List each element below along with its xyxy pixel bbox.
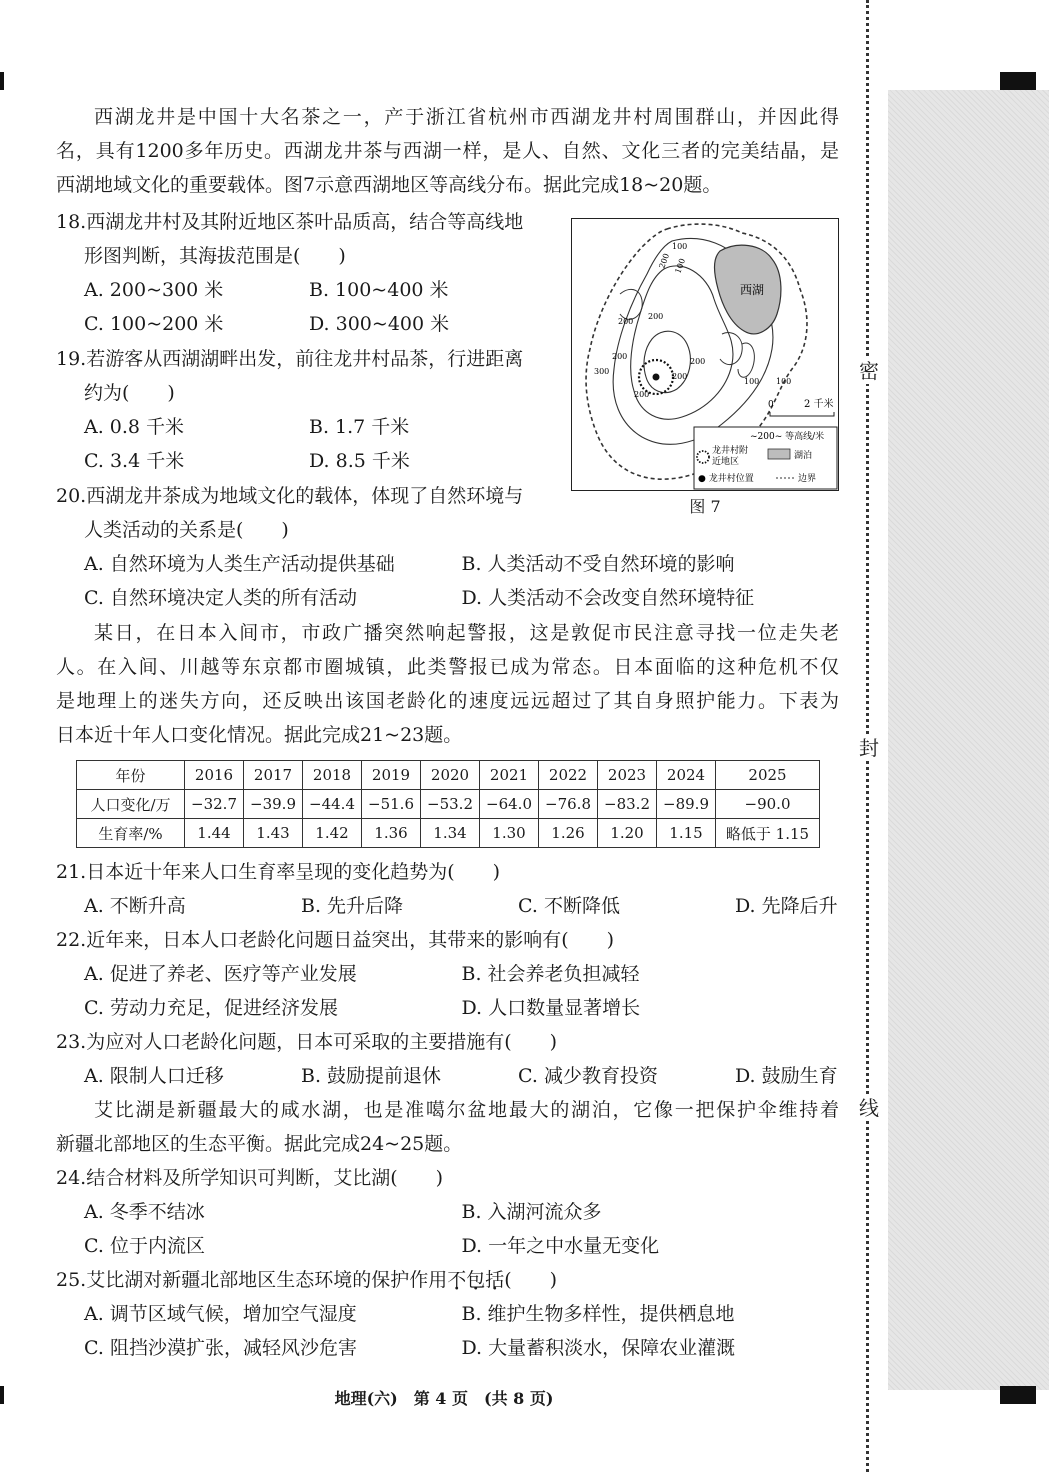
option-a: A. 促进了养老、医疗等产业发展 (84, 963, 357, 985)
contour-label: 200 (648, 312, 664, 321)
option-b: B. 社会养老负担减轻 (461, 963, 640, 985)
options-row (56, 957, 839, 991)
question-stem: 23.为应对人口老龄化问题，日本可采取的主要措施有( ) (56, 1031, 558, 1053)
contour-label: 300 (594, 367, 610, 376)
option-c: C. 劳动力充足，促进经济发展 (84, 997, 338, 1019)
table-cell: −53.2 (421, 790, 480, 819)
table-cell: −32.7 (185, 790, 244, 819)
legend-lake: 湖泊 (794, 451, 813, 461)
contour-map-figure (571, 218, 839, 491)
table-cell: 1.15 (657, 819, 716, 848)
question-19 (56, 342, 556, 478)
passage-line: 西湖龙井是中国十大名茶之一，产于浙江省杭州市西湖龙井村周围群山，并因此得 (94, 106, 839, 128)
table-cell: 1.26 (539, 819, 598, 848)
table-cell: 2021 (480, 761, 539, 790)
option-a: A. 0.8 千米 (84, 416, 185, 438)
question-stem: 22.近年来，日本人口老龄化问题日益突出，其带来的影响有( ) (56, 929, 615, 951)
table-row (77, 790, 820, 819)
contour-100 (738, 343, 754, 377)
stem-text: 25.艾比湖对新疆北部地区生态环境的保护作用 (56, 1269, 448, 1291)
option-c: C. 自然环境决定人类的所有活动 (84, 587, 357, 609)
legend-village-area: 近地区 (712, 457, 740, 467)
option-d: D. 300~400 米 (309, 313, 450, 335)
registration-mark (1000, 72, 1036, 90)
binding-margin (888, 90, 1049, 1390)
options-row (56, 273, 556, 307)
passage-line: 人。在入间、川越等东京都市圈城镇，此类警报已成为常态。日本面临的这种危机不仅 (56, 656, 839, 678)
passage-line: 日本近十年人口变化情况。据此完成21~23题。 (56, 724, 463, 746)
table-cell: 1.30 (480, 819, 539, 848)
option-d: D. 8.5 千米 (309, 450, 410, 472)
contour-label: 200 (634, 390, 650, 399)
table-cell: −76.8 (539, 790, 598, 819)
options-row (56, 889, 839, 923)
contour-200 (720, 333, 742, 365)
emphasis-char: 括 (485, 1269, 505, 1291)
passage-1 (56, 100, 839, 202)
option-b: B. 鼓励提前退休 (301, 1065, 442, 1087)
scale-bar (770, 412, 834, 416)
table-cell: 2016 (185, 761, 244, 790)
passage-line: 西湖地域文化的重要载体。图7示意西湖地区等高线分布。据此完成18~20题。 (56, 174, 722, 196)
registration-mark (1000, 1386, 1036, 1404)
options-row (56, 1297, 839, 1331)
options-row (56, 307, 556, 341)
option-a: A. 自然环境为人类生产活动提供基础 (84, 553, 395, 575)
question-stem: 约为( ) (84, 382, 175, 404)
option-c: C. 3.4 千米 (84, 450, 185, 472)
table-cell: 1.43 (244, 819, 303, 848)
question-stem: 形图判断，其海拔范围是( ) (84, 245, 346, 267)
options-row (56, 410, 556, 444)
emphasis-char: 不 (447, 1269, 467, 1291)
option-a: A. 限制人口迁移 (84, 1065, 224, 1087)
option-b: B. 入湖河流众多 (461, 1201, 602, 1223)
contour-label: 100 (673, 257, 688, 275)
table-cell: 2024 (657, 761, 716, 790)
options-row (56, 547, 839, 581)
table-cell: 略低于 1.15 (716, 819, 820, 848)
options-row (56, 991, 839, 1025)
table-cell: −83.2 (598, 790, 657, 819)
option-d: D. 先降后升 (735, 895, 838, 917)
stem-text: ( ) (504, 1269, 558, 1291)
option-a: A. 不断升高 (84, 895, 186, 917)
table-cell: 2018 (303, 761, 362, 790)
question-stem: 18.西湖龙井村及其附近地区茶叶品质高，结合等高线地 (56, 211, 524, 233)
questions-21-25 (56, 855, 839, 1365)
contour-label: 100 (744, 377, 760, 386)
seal-char-feng: 封 (859, 736, 879, 760)
contour-label: 200 (612, 352, 628, 361)
population-table (76, 760, 820, 848)
table-cell: 1.42 (303, 819, 362, 848)
question-18 (56, 205, 556, 341)
table-cell: 人口变化/万 (77, 790, 185, 819)
option-b: B. 1.7 千米 (309, 416, 410, 438)
table-cell: −64.0 (480, 790, 539, 819)
option-b: B. 维护生物多样性，提供栖息地 (461, 1303, 735, 1325)
contour-label: 200 (672, 372, 688, 381)
option-b: B. 100~400 米 (309, 279, 449, 301)
table-cell: 2022 (539, 761, 598, 790)
registration-mark (0, 72, 4, 90)
table-cell: 1.36 (362, 819, 421, 848)
option-d: D. 人类活动不会改变自然环境特征 (461, 587, 755, 609)
table-cell: 2020 (421, 761, 480, 790)
legend-lake-icon (768, 449, 790, 459)
page-footer: 地理(六) 第 4 页 (共 8 页) (334, 1389, 554, 1408)
table-cell: 2019 (362, 761, 421, 790)
table-cell: 2017 (244, 761, 303, 790)
seal-char-xian: 线 (859, 1096, 879, 1120)
legend-village-area: 龙井村附 (712, 446, 749, 456)
legend-village: ● 龙井村位置 (698, 474, 754, 484)
table-header-row (77, 761, 820, 790)
contour-label: 200 (690, 357, 706, 366)
village-dot (653, 374, 660, 381)
table-row (77, 819, 820, 848)
table-cell: −51.6 (362, 790, 421, 819)
legend (694, 427, 837, 489)
contour-label: 100 (672, 242, 688, 251)
option-c: C. 阻挡沙漠扩张，减轻风沙危害 (84, 1337, 357, 1359)
legend-border: 边界 (798, 474, 817, 484)
option-c: C. 不断降低 (518, 895, 620, 917)
question-stem (56, 1263, 839, 1297)
option-c: C. 100~200 米 (84, 313, 224, 335)
table-cell: 1.20 (598, 819, 657, 848)
emphasis-char: 包 (466, 1269, 486, 1291)
option-d: D. 大量蓄积淡水，保障农业灌溉 (461, 1337, 736, 1359)
option-a: A. 冬季不结冰 (84, 1201, 205, 1223)
option-d: D. 鼓励生育 (735, 1065, 838, 1087)
scale-zero: 0 (768, 400, 774, 410)
table-cell: 生育率/% (77, 819, 185, 848)
option-d: D. 一年之中水量无变化 (461, 1235, 660, 1257)
figure-caption: 图 7 (689, 497, 721, 516)
option-a: A. 调节区域气候，增加空气湿度 (84, 1303, 357, 1325)
passage-line: 名，具有1200多年历史。西湖龙井茶与西湖一样，是人、自然、文化三者的完美结晶，是 (56, 140, 839, 162)
options-row (56, 1195, 839, 1229)
table-cell: 年份 (77, 761, 185, 790)
seal-char-mi: 密 (859, 359, 879, 383)
question-stem: 24.结合材料及所学知识可判断，艾比湖( ) (56, 1167, 444, 1189)
passage-2 (56, 616, 839, 752)
option-b: B. 人类活动不受自然环境的影响 (461, 553, 735, 575)
question-stem: 20.西湖龙井茶成为地域文化的载体，体现了自然环境与 (56, 485, 524, 507)
option-a: A. 200~300 米 (84, 279, 224, 301)
question-stem: 19.若游客从西湖湖畔出发，前往龙井村品茶，行进距离 (56, 348, 524, 370)
option-c: C. 减少教育投资 (518, 1065, 658, 1087)
options-row (56, 581, 839, 615)
contour-label: 200 (618, 317, 634, 326)
contour-100 (620, 289, 642, 319)
contour-label: 200 (657, 252, 672, 270)
question-stem: 21.日本近十年来人口生育率呈现的变化趋势为( ) (56, 861, 501, 883)
options-row (56, 1229, 839, 1263)
passage-line: 新疆北部地区的生态平衡。据此完成24~25题。 (56, 1133, 463, 1155)
option-b: B. 先升后降 (301, 895, 404, 917)
contour-map (572, 219, 838, 490)
table-cell: 1.44 (185, 819, 244, 848)
options-row (56, 444, 556, 478)
lake-label: 西湖 (740, 283, 765, 297)
scale-label: 2 千米 (804, 399, 834, 410)
table-cell: −89.9 (657, 790, 716, 819)
options-row (56, 1059, 839, 1093)
contour-label: 100 (776, 377, 792, 386)
options-row (56, 1331, 839, 1365)
question-stem: 人类活动的关系是( ) (84, 519, 289, 541)
passage-line: 是地理上的迷失方向，还反映出该国老龄化的速度远远超过了其自身照护能力。下表为 (56, 690, 839, 712)
passage-line: 某日，在日本入间市，市政广播突然响起警报，这是敦促市民注意寻找一位走失老 (94, 622, 839, 644)
contour-300 (644, 331, 690, 392)
passage-line: 艾比湖是新疆最大的咸水湖，也是准噶尔盆地最大的湖泊，它像一把保护伞维持着 (94, 1099, 839, 1121)
table-cell: 1.34 (421, 819, 480, 848)
table-cell: −39.9 (244, 790, 303, 819)
table-cell: 2023 (598, 761, 657, 790)
option-c: C. 位于内流区 (84, 1235, 205, 1257)
table-cell: −90.0 (716, 790, 820, 819)
option-d: D. 人口数量显著增长 (461, 997, 641, 1019)
table-cell: 2025 (716, 761, 820, 790)
legend-contour: ~200~ 等高线/米 (750, 432, 825, 442)
table-cell: −44.4 (303, 790, 362, 819)
